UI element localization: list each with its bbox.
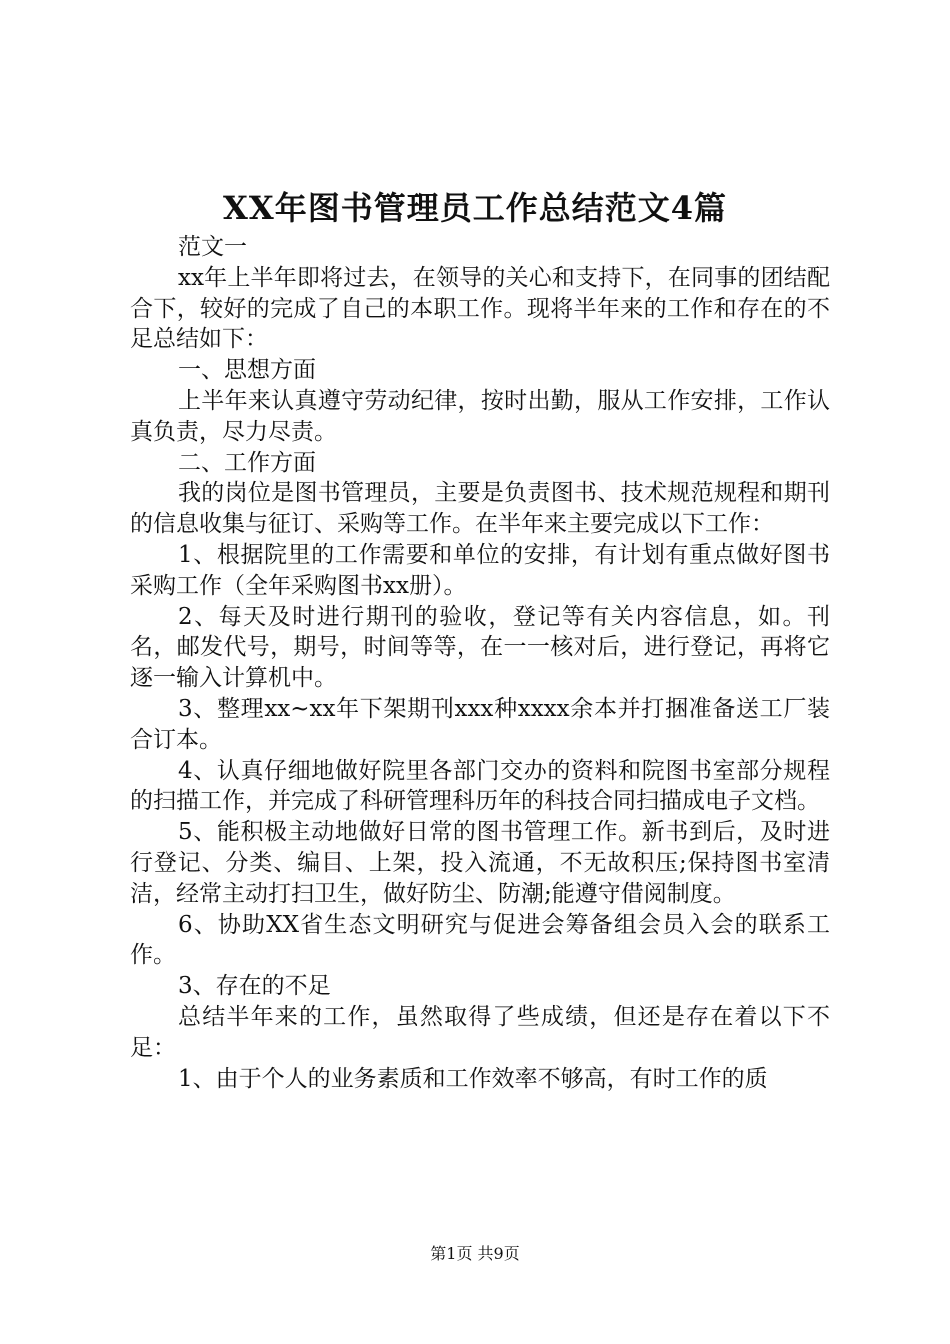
paragraph: 上半年来认真遵守劳动纪律，按时出勤，服从工作安排，工作认真负责，尽力尽责。 — [130, 387, 830, 445]
list-item: 1、由于个人的业务素质和工作效率不够高，有时工作的质 — [178, 1065, 768, 1092]
list-item: 5、能积极主动地做好日常的图书管理工作。新书到后，及时进行登记、分类、编目、上架，投入流通，不无故积压;保持图书室清洁，经常主动打扫卫生，做好防尘、防潮;能遵守借阅制度。 — [130, 819, 830, 907]
paragraph: 总结半年来的工作，虽然取得了些成绩，但还是存在着以下不足： — [130, 1003, 830, 1061]
paragraph: xx年上半年即将过去，在领导的关心和支持下，在同事的团结配合下，较好的完成了自己的本职工作。现将半年来的工作和存在的不足总结如下： — [130, 264, 830, 353]
document-title: XX年图书管理员工作总结范文4篇 — [223, 189, 727, 227]
list-item: 6、协助XX省生态文明研究与促进会筹备组会员入会的联系工作。 — [130, 911, 830, 969]
document-body — [130, 232, 830, 1094]
section-heading: 3、存在的不足 — [178, 973, 331, 1000]
list-item: 2、每天及时进行期刊的验收，登记等有关内容信息，如。刊名，邮发代号，期号，时间等等，在一一核对后，进行登记，再将它逐一输入计算机中。 — [130, 603, 830, 692]
section-heading: 一、思想方面 — [178, 357, 316, 384]
list-item: 4、认真仔细地做好院里各部门交办的资料和院图书室部分规程的扫描工作，并完成了科研管理科历年的科技合同扫描成电子文档。 — [130, 757, 830, 815]
list-item: 1、根据院里的工作需要和单位的安排，有计划有重点做好图书采购工作（全年采购图书xx册）。 — [130, 541, 830, 599]
page-footer: 第1页 共9页 — [430, 1244, 520, 1263]
paragraph: 我的岗位是图书管理员，主要是负责图书、技术规范规程和期刊的信息收集与征订、采购等工作。在半年来主要完成以下工作： — [130, 480, 830, 538]
section-label: 范文一 — [178, 234, 247, 260]
section-heading: 二、工作方面 — [178, 449, 316, 476]
list-item: 3、整理xx~xx年下架期刊xxx种xxxx余本并打捆准备送工厂装合订本。 — [130, 695, 830, 753]
